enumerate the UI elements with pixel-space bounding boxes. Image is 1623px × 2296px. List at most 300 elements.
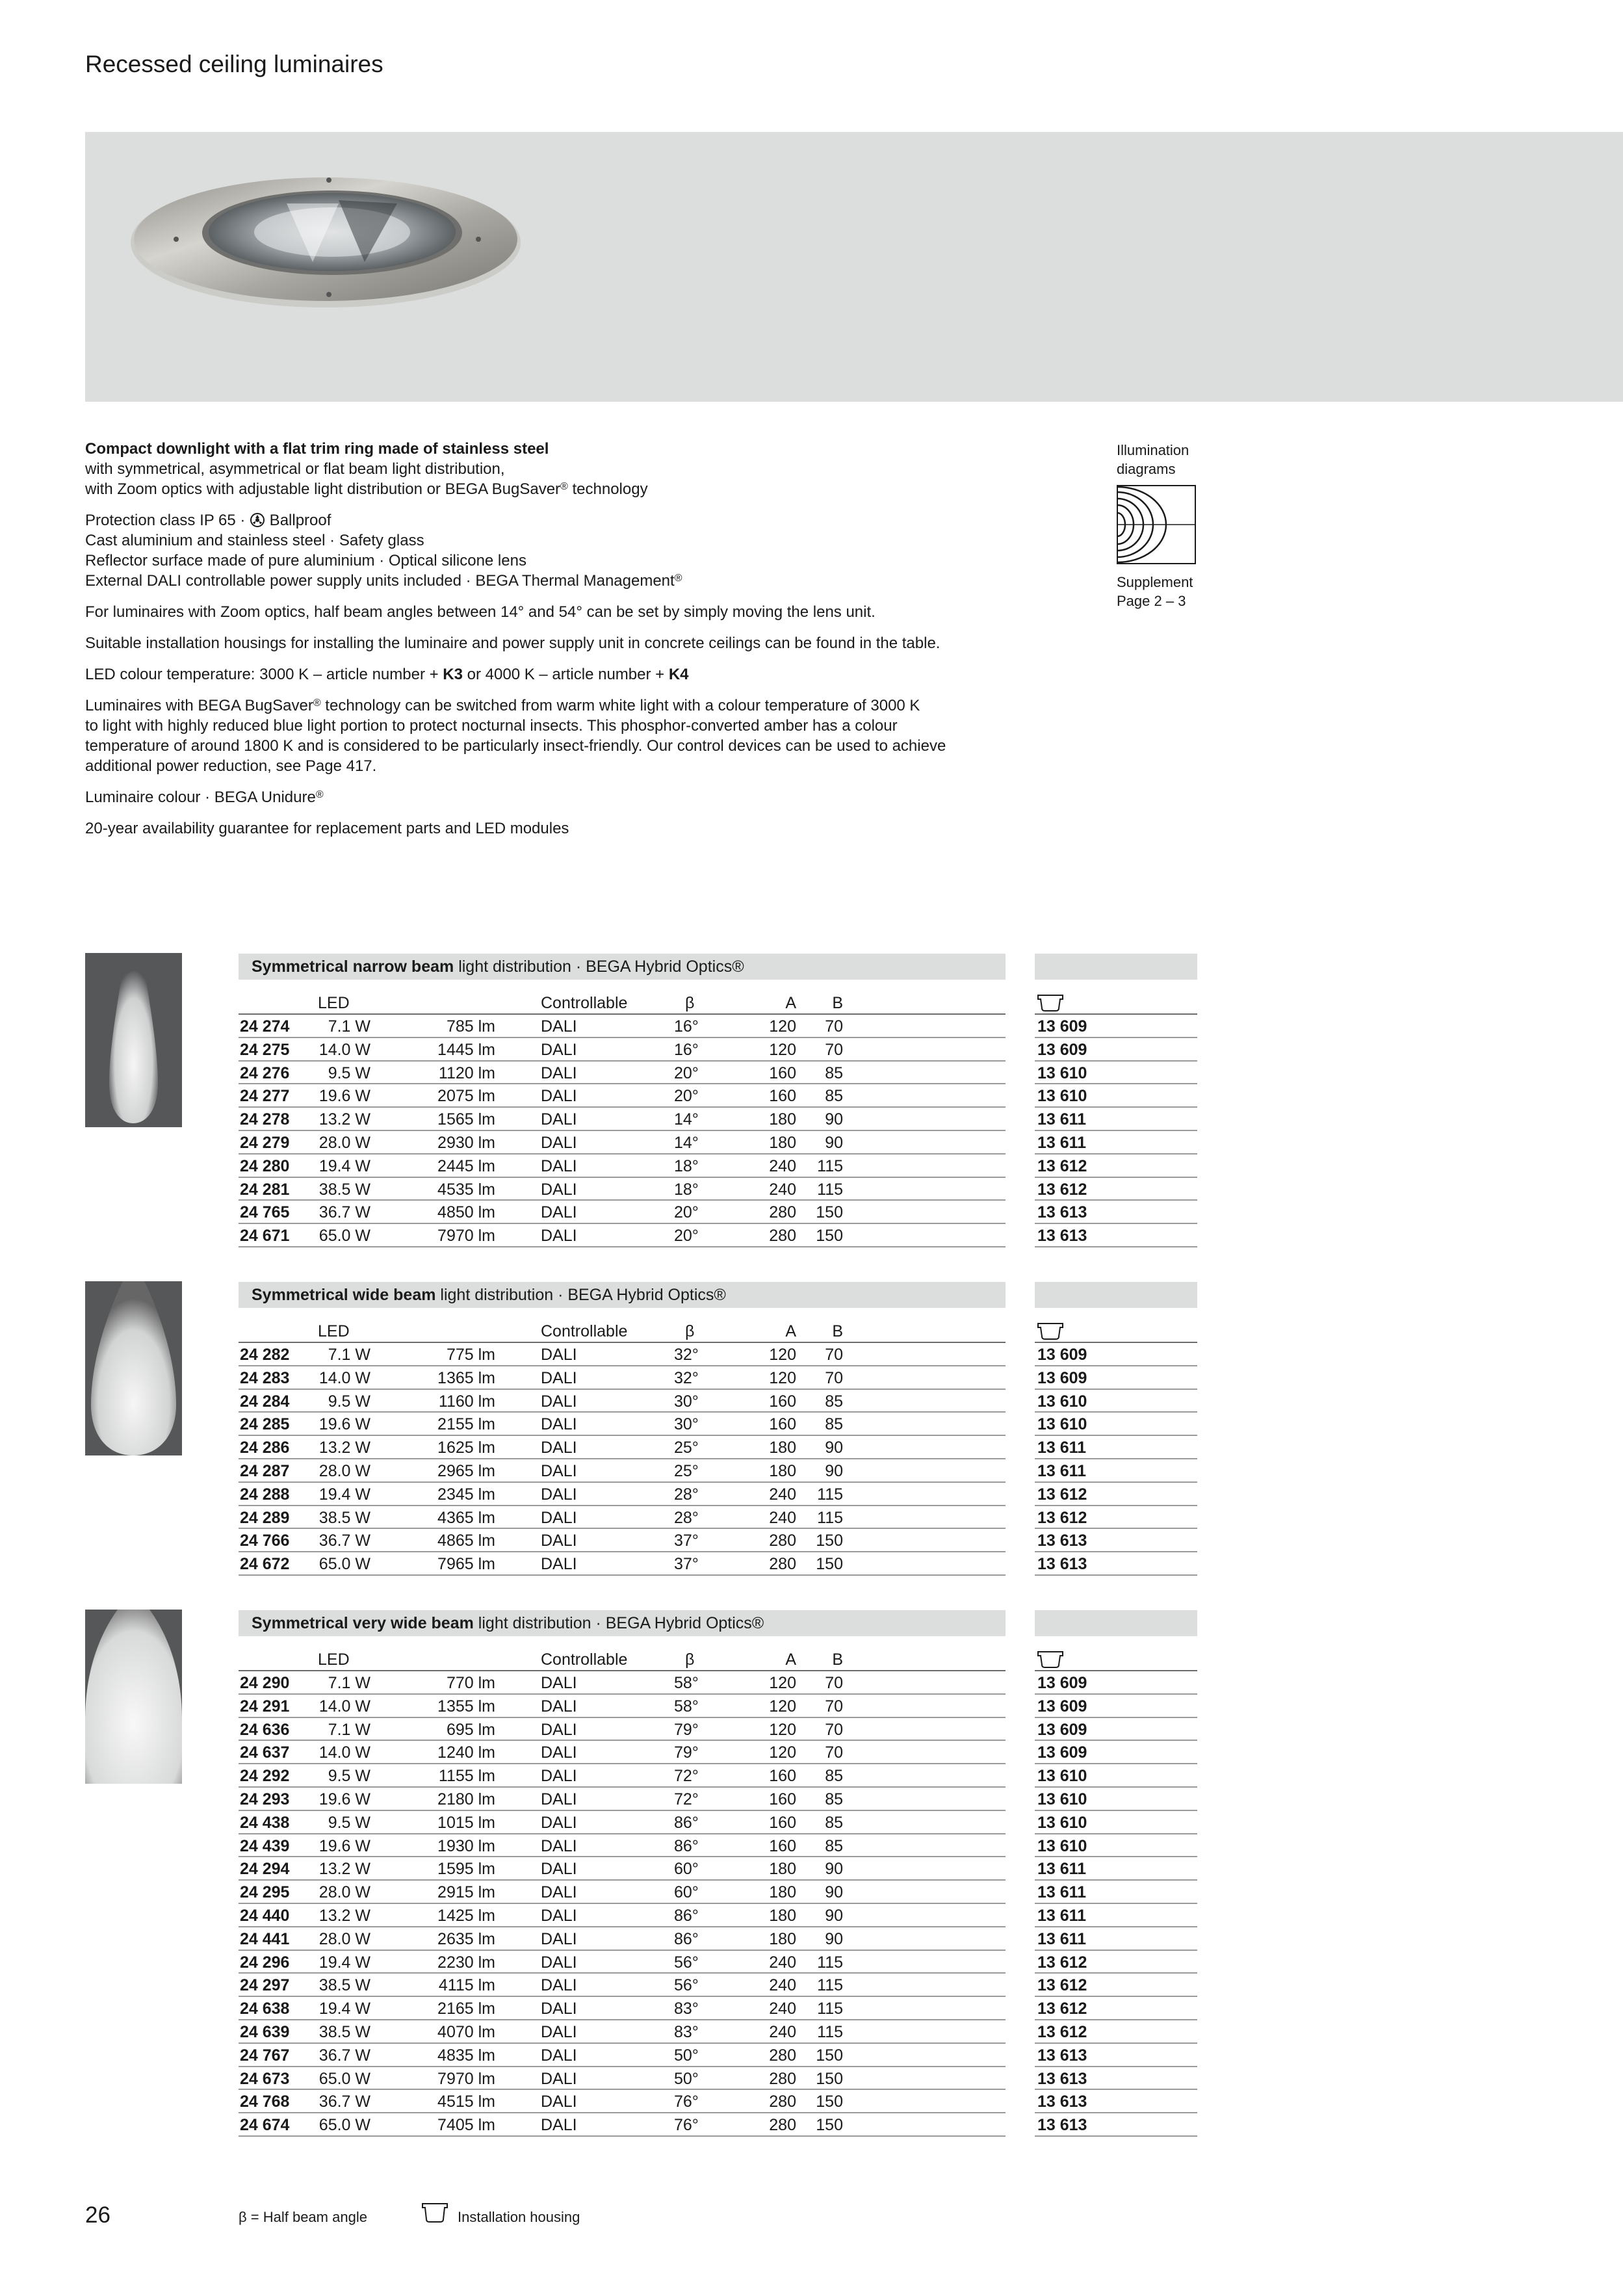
housing-note: Suitable installation housings for installing the luminaire and power supply unit in concrete ceilings can be found in the table. — [85, 634, 941, 652]
beam-wide-thumbnail — [85, 1281, 182, 1455]
dimension-a: 180 — [769, 1439, 796, 1457]
table-title: Symmetrical very wide beam light distribution · BEGA Hybrid Optics® — [239, 1610, 1006, 1636]
table-row — [239, 1997, 1006, 2020]
housing-row — [1035, 1951, 1197, 1974]
half-beam-angle: 16° — [674, 1040, 699, 1059]
half-beam-angle: 86° — [674, 1906, 699, 1925]
col-beta: β — [685, 1322, 695, 1340]
half-beam-angle: 86° — [674, 1836, 699, 1855]
controllable: DALI — [541, 1555, 577, 1574]
page-footer — [0, 2202, 1623, 2235]
wattage: 38.5 W — [318, 1976, 370, 1995]
lumens: 4365 lm — [437, 1508, 495, 1527]
dimension-b: 115 — [817, 2000, 843, 2018]
dimension-b: 70 — [825, 1346, 843, 1364]
lumens: 2965 lm — [437, 1461, 495, 1480]
lumens: 2165 lm — [437, 2000, 495, 2018]
dimension-a: 120 — [769, 1697, 796, 1715]
table-row — [239, 1811, 1006, 1834]
housing-row — [1035, 1436, 1197, 1459]
dimension-b: 85 — [825, 1392, 843, 1411]
dimension-a: 280 — [769, 2093, 796, 2111]
article-number: 24 287 — [240, 1461, 290, 1480]
housing-article-number: 13 613 — [1037, 2093, 1087, 2111]
housing-row — [1035, 1997, 1197, 2020]
dimension-a: 120 — [769, 1720, 796, 1739]
controllable: DALI — [541, 1156, 577, 1175]
table-symmetrical-narrow-beam — [239, 954, 1006, 1247]
wattage: 36.7 W — [318, 1203, 370, 1222]
lumens: 7970 lm — [437, 2069, 495, 2088]
lumens: 1365 lm — [437, 1368, 495, 1387]
table-row — [239, 1881, 1006, 1904]
dimension-a: 240 — [769, 1180, 796, 1199]
half-beam-angle: 32° — [674, 1368, 699, 1387]
lumens: 1120 lm — [438, 1063, 495, 1082]
dimension-a: 160 — [769, 1415, 796, 1434]
housing-article-number: 13 613 — [1037, 2069, 1087, 2088]
housing-article-number: 13 611 — [1037, 1461, 1087, 1480]
half-beam-angle: 83° — [674, 2022, 699, 2041]
dimension-b: 115 — [817, 1953, 843, 1972]
controllable: DALI — [541, 1133, 577, 1152]
table-symmetrical-wide-beam — [239, 1282, 1006, 1576]
housing-article-number: 13 610 — [1037, 1767, 1087, 1786]
half-beam-angle: 76° — [674, 2116, 699, 2135]
half-beam-angle: 50° — [674, 2046, 699, 2065]
half-beam-angle: 30° — [674, 1392, 699, 1411]
lumens: 1625 lm — [437, 1439, 495, 1457]
description-line: with symmetrical, asymmetrical or flat beam light distribution, — [85, 460, 505, 478]
controllable: DALI — [541, 1906, 577, 1925]
wattage: 19.6 W — [318, 1087, 370, 1106]
housing-article-number: 13 610 — [1037, 1087, 1087, 1106]
half-beam-angle: 20° — [674, 1203, 699, 1222]
housing-article-number: 13 610 — [1037, 1813, 1087, 1832]
table-row — [239, 1552, 1006, 1576]
dimension-b: 90 — [825, 1929, 843, 1948]
housing-article-number: 13 609 — [1037, 1017, 1087, 1036]
wattage: 38.5 W — [318, 2022, 370, 2041]
wattage: 38.5 W — [318, 1180, 370, 1199]
article-number: 24 292 — [240, 1767, 290, 1786]
controllable: DALI — [541, 2093, 577, 2111]
housing-article-number: 13 610 — [1037, 1836, 1087, 1855]
controllable: DALI — [541, 1180, 577, 1199]
housing-row — [1035, 1084, 1197, 1108]
housing-row — [1035, 2113, 1197, 2137]
housing-article-number: 13 610 — [1037, 1063, 1087, 1082]
dimension-b: 150 — [816, 2069, 843, 2088]
article-number: 24 671 — [240, 1227, 290, 1246]
article-number: 24 282 — [240, 1346, 290, 1364]
table-row — [239, 1062, 1006, 1085]
dimension-a: 280 — [769, 2116, 796, 2135]
housing-header-bar — [1035, 1282, 1197, 1308]
controllable: DALI — [541, 1040, 577, 1059]
table-row — [239, 1671, 1006, 1695]
housing-row — [1035, 1155, 1197, 1178]
housing-row — [1035, 1552, 1197, 1576]
table-symmetrical-very-wide-beam — [239, 1610, 1006, 2137]
wattage: 13.2 W — [318, 1110, 370, 1129]
housing-row — [1035, 1788, 1197, 1811]
housing-article-number: 13 612 — [1037, 2022, 1087, 2041]
illumination-diagram-icon — [1117, 485, 1196, 564]
controllable: DALI — [541, 1767, 577, 1786]
housing-row — [1035, 1857, 1197, 1881]
controllable: DALI — [541, 1697, 577, 1715]
article-number: 24 293 — [240, 1790, 290, 1808]
dimension-b: 70 — [825, 1697, 843, 1715]
table-title: Symmetrical narrow beam light distribution · BEGA Hybrid Optics® — [239, 954, 1006, 980]
housing-article-number: 13 611 — [1037, 1439, 1087, 1457]
table-row — [239, 1084, 1006, 1108]
dimension-a: 280 — [769, 2046, 796, 2065]
dimension-b: 115 — [817, 1180, 843, 1199]
article-number: 24 297 — [240, 1976, 290, 1995]
column-headers — [239, 1648, 1006, 1671]
housing-row — [1035, 1178, 1197, 1201]
controllable: DALI — [541, 1087, 577, 1106]
half-beam-angle: 18° — [674, 1156, 699, 1175]
dimension-a: 280 — [769, 1555, 796, 1574]
dimension-a: 240 — [769, 1953, 796, 1972]
housing-row — [1035, 1506, 1197, 1530]
table-row — [239, 1857, 1006, 1881]
wattage: 19.6 W — [318, 1836, 370, 1855]
lumens: 4070 lm — [437, 2022, 495, 2041]
wattage: 13.2 W — [318, 1906, 370, 1925]
dimension-a: 180 — [769, 1110, 796, 1129]
table-row — [239, 1695, 1006, 1718]
controllable: DALI — [541, 1227, 577, 1246]
table-row — [239, 1108, 1006, 1131]
dimension-b: 90 — [825, 1133, 843, 1152]
table-row — [239, 1834, 1006, 1858]
article-number: 24 441 — [240, 1929, 290, 1948]
lumens: 2075 lm — [437, 1087, 495, 1106]
wattage: 9.5 W — [328, 1392, 370, 1411]
half-beam-angle: 30° — [674, 1415, 699, 1434]
table-row — [239, 1155, 1006, 1178]
housing-article-number: 13 613 — [1037, 2116, 1087, 2135]
bugsaver-note: Luminaires with BEGA BugSaver® technology can be switched from warm white light with a colour temperature of 3000 K to light with highly reduced blue light portion to protect nocturnal insects. This phosphor-converted amber has a colour temperature of around 1800 K and is considered to be particularly insect-friendly. Our control devices can be used to achieve additional power reduction, see Page 417. — [85, 697, 946, 775]
article-number: 24 672 — [240, 1555, 290, 1574]
dimension-a: 240 — [769, 2000, 796, 2018]
housing-row — [1035, 1131, 1197, 1155]
wattage: 14.0 W — [318, 1743, 370, 1762]
controllable: DALI — [541, 1203, 577, 1222]
table-title: Symmetrical wide beam light distribution · BEGA Hybrid Optics® — [239, 1282, 1006, 1308]
dimension-a: 240 — [769, 1156, 796, 1175]
article-number: 24 283 — [240, 1368, 290, 1387]
dimension-a: 180 — [769, 1133, 796, 1152]
housing-article-number: 13 612 — [1037, 1976, 1087, 1995]
housing-row — [1035, 1811, 1197, 1834]
lumens: 1565 lm — [437, 1110, 495, 1129]
housing-row — [1035, 1483, 1197, 1506]
lumens: 2155 lm — [437, 1415, 495, 1434]
wattage: 19.4 W — [318, 2000, 370, 2018]
table-row — [239, 1904, 1006, 1927]
dimension-a: 180 — [769, 1461, 796, 1480]
dimension-a: 160 — [769, 1790, 796, 1808]
housing-row — [1035, 2044, 1197, 2067]
housing-article-number: 13 612 — [1037, 1180, 1087, 1199]
housing-row — [1035, 1224, 1197, 1247]
lumens: 1445 lm — [437, 1040, 495, 1059]
article-number: 24 766 — [240, 1532, 290, 1550]
table-row — [239, 1038, 1006, 1062]
controllable: DALI — [541, 1953, 577, 1972]
half-beam-angle: 25° — [674, 1439, 699, 1457]
housing-header-bar — [1035, 954, 1197, 980]
dimension-b: 115 — [817, 2022, 843, 2041]
wattage: 19.4 W — [318, 1953, 370, 1972]
housing-column-header — [1035, 1320, 1197, 1343]
dimension-b: 70 — [825, 1743, 843, 1762]
table-row — [239, 1788, 1006, 1811]
controllable: DALI — [541, 1883, 577, 1902]
luminaire-colour: Luminaire colour · BEGA Unidure® — [85, 789, 324, 806]
half-beam-angle: 18° — [674, 1180, 699, 1199]
housing-article-number: 13 612 — [1037, 2000, 1087, 2018]
housing-article-number: 13 609 — [1037, 1346, 1087, 1364]
table-row — [239, 1483, 1006, 1506]
housing-article-number: 13 613 — [1037, 1555, 1087, 1574]
dimension-b: 70 — [825, 1368, 843, 1387]
lumens: 7405 lm — [437, 2116, 495, 2135]
housing-row — [1035, 2067, 1197, 2091]
lumens: 4115 lm — [438, 1976, 495, 1995]
controllable: DALI — [541, 1813, 577, 1832]
controllable: DALI — [541, 1674, 577, 1692]
dimension-b: 115 — [817, 1485, 843, 1504]
controllable: DALI — [541, 1392, 577, 1411]
article-number: 24 276 — [240, 1063, 290, 1082]
housing-row — [1035, 1974, 1197, 1997]
table-row — [239, 1131, 1006, 1155]
housing-article-number: 13 612 — [1037, 1485, 1087, 1504]
housing-article-number: 13 613 — [1037, 1227, 1087, 1246]
table-row — [239, 1436, 1006, 1459]
dimension-b: 90 — [825, 1110, 843, 1129]
wattage: 7.1 W — [328, 1674, 370, 1692]
dimension-b: 90 — [825, 1860, 843, 1879]
product-photo — [85, 132, 1623, 402]
controllable: DALI — [541, 1836, 577, 1855]
controllable: DALI — [541, 1720, 577, 1739]
dimension-b: 85 — [825, 1087, 843, 1106]
wattage: 28.0 W — [318, 1133, 370, 1152]
table-row — [239, 2090, 1006, 2113]
housing-article-number: 13 611 — [1037, 1133, 1087, 1152]
dimension-a: 240 — [769, 1508, 796, 1527]
lumens: 1160 lm — [438, 1392, 495, 1411]
housing-article-number: 13 613 — [1037, 1532, 1087, 1550]
dimension-a: 240 — [769, 2022, 796, 2041]
lumens: 1015 lm — [437, 1813, 495, 1832]
wattage: 19.6 W — [318, 1790, 370, 1808]
housing-column-header — [1035, 991, 1197, 1015]
dimension-b: 85 — [825, 1813, 843, 1832]
housing-article-number: 13 609 — [1037, 1720, 1087, 1739]
housing-row — [1035, 2020, 1197, 2044]
half-beam-angle: 28° — [674, 1508, 699, 1527]
wattage: 28.0 W — [318, 1929, 370, 1948]
controllable: DALI — [541, 1415, 577, 1434]
housing-row — [1035, 1529, 1197, 1552]
controllable: DALI — [541, 1929, 577, 1948]
col-controllable: Controllable — [541, 1322, 628, 1340]
dimension-b: 150 — [816, 1203, 843, 1222]
housing-column-narrow — [1035, 954, 1197, 1247]
column-headers — [239, 991, 1006, 1015]
dimension-b: 70 — [825, 1017, 843, 1036]
half-beam-angle: 37° — [674, 1532, 699, 1550]
controllable: DALI — [541, 1461, 577, 1480]
controllable: DALI — [541, 1017, 577, 1036]
half-beam-angle: 56° — [674, 1953, 699, 1972]
dimension-b: 115 — [817, 1156, 843, 1175]
dimension-a: 120 — [769, 1368, 796, 1387]
spec-protection: Protection class IP 65 · Ballproof — [85, 512, 331, 529]
housing-row — [1035, 1695, 1197, 1718]
article-number: 24 275 — [240, 1040, 290, 1059]
lumens: 2635 lm — [437, 1929, 495, 1948]
controllable: DALI — [541, 2000, 577, 2018]
wattage: 19.4 W — [318, 1156, 370, 1175]
dimension-b: 85 — [825, 1836, 843, 1855]
col-b: B — [832, 994, 843, 1012]
wattage: 19.6 W — [318, 1415, 370, 1434]
table-row — [239, 1506, 1006, 1530]
housing-header-bar — [1035, 1610, 1197, 1636]
lumens: 7965 lm — [437, 1555, 495, 1574]
controllable: DALI — [541, 1063, 577, 1082]
housing-column-very-wide — [1035, 1610, 1197, 2137]
dimension-a: 180 — [769, 1860, 796, 1879]
controllable: DALI — [541, 1532, 577, 1550]
dimension-a: 160 — [769, 1063, 796, 1082]
half-beam-angle: 16° — [674, 1017, 699, 1036]
housing-column-header — [1035, 1648, 1197, 1671]
half-beam-angle: 20° — [674, 1087, 699, 1106]
lumens: 4850 lm — [437, 1203, 495, 1222]
housing-article-number: 13 613 — [1037, 2046, 1087, 2065]
dimension-a: 240 — [769, 1976, 796, 1995]
dimension-b: 70 — [825, 1720, 843, 1739]
dimension-a: 280 — [769, 1532, 796, 1550]
wattage: 7.1 W — [328, 1346, 370, 1364]
table-row — [239, 1974, 1006, 1997]
wattage: 14.0 W — [318, 1697, 370, 1715]
zoom-note: For luminaires with Zoom optics, half beam angles between 14° and 54° can be set by simply moving the lens unit. — [85, 603, 876, 621]
downlight-image — [124, 164, 592, 366]
article-number: 24 280 — [240, 1156, 290, 1175]
lumens: 2230 lm — [437, 1953, 495, 1972]
table-row — [239, 1718, 1006, 1742]
housing-article-number: 13 609 — [1037, 1040, 1087, 1059]
housing-row — [1035, 1108, 1197, 1131]
table-row — [239, 1015, 1006, 1038]
col-a: A — [785, 1322, 796, 1340]
article-number: 24 284 — [240, 1392, 290, 1411]
housing-row — [1035, 1459, 1197, 1483]
article-number: 24 765 — [240, 1203, 290, 1222]
housing-row — [1035, 1881, 1197, 1904]
table-row — [239, 1390, 1006, 1413]
housing-article-number: 13 609 — [1037, 1697, 1087, 1715]
article-number: 24 637 — [240, 1743, 290, 1762]
lumens: 1155 lm — [438, 1767, 495, 1786]
controllable: DALI — [541, 2069, 577, 2088]
half-beam-angle: 72° — [674, 1790, 699, 1808]
dimension-b: 85 — [825, 1063, 843, 1082]
housing-article-number: 13 612 — [1037, 1953, 1087, 1972]
half-beam-angle: 56° — [674, 1976, 699, 1995]
lumens: 2445 lm — [437, 1156, 495, 1175]
controllable: DALI — [541, 2022, 577, 2041]
wattage: 9.5 W — [328, 1767, 370, 1786]
table-row — [239, 2020, 1006, 2044]
wattage: 28.0 W — [318, 1883, 370, 1902]
dimension-b: 70 — [825, 1040, 843, 1059]
controllable: DALI — [541, 1439, 577, 1457]
dimension-a: 280 — [769, 1203, 796, 1222]
col-beta: β — [685, 1650, 695, 1669]
controllable: DALI — [541, 1368, 577, 1387]
wattage: 65.0 W — [318, 2069, 370, 2088]
half-beam-angle: 79° — [674, 1720, 699, 1739]
dimension-a: 120 — [769, 1674, 796, 1692]
half-beam-angle: 20° — [674, 1227, 699, 1246]
page-title: Recessed ceiling luminaires — [85, 51, 383, 77]
column-headers — [239, 1320, 1006, 1343]
lumens: 4515 lm — [437, 2093, 495, 2111]
table-row — [239, 1343, 1006, 1366]
half-beam-angle: 20° — [674, 1063, 699, 1082]
controllable: DALI — [541, 2046, 577, 2065]
housing-article-number: 13 611 — [1037, 1929, 1087, 1948]
housing-article-number: 13 609 — [1037, 1368, 1087, 1387]
lumens: 1425 lm — [437, 1906, 495, 1925]
table-row — [239, 1741, 1006, 1764]
half-beam-angle: 58° — [674, 1674, 699, 1692]
wattage: 65.0 W — [318, 1227, 370, 1246]
col-controllable: Controllable — [541, 1650, 628, 1669]
wattage: 65.0 W — [318, 2116, 370, 2135]
table-row — [239, 1178, 1006, 1201]
housing-article-number: 13 609 — [1037, 1674, 1087, 1692]
wattage: 13.2 W — [318, 1439, 370, 1457]
housing-row — [1035, 1366, 1197, 1390]
dimension-b: 90 — [825, 1883, 843, 1902]
controllable: DALI — [541, 1790, 577, 1808]
housing-article-number: 13 610 — [1037, 1392, 1087, 1411]
housing-article-number: 13 611 — [1037, 1110, 1087, 1129]
dimension-a: 280 — [769, 1227, 796, 1246]
wattage: 13.2 W — [318, 1860, 370, 1879]
housing-row — [1035, 1413, 1197, 1436]
beta-legend: β = Half beam angle — [239, 2209, 367, 2225]
half-beam-angle: 32° — [674, 1346, 699, 1364]
controllable: DALI — [541, 1346, 577, 1364]
article-number: 24 277 — [240, 1087, 290, 1106]
lumens: 7970 lm — [437, 1227, 495, 1246]
illumination-diagrams-ref: Illumination diagrams Supplement Page 2 – 3 — [1117, 441, 1247, 610]
